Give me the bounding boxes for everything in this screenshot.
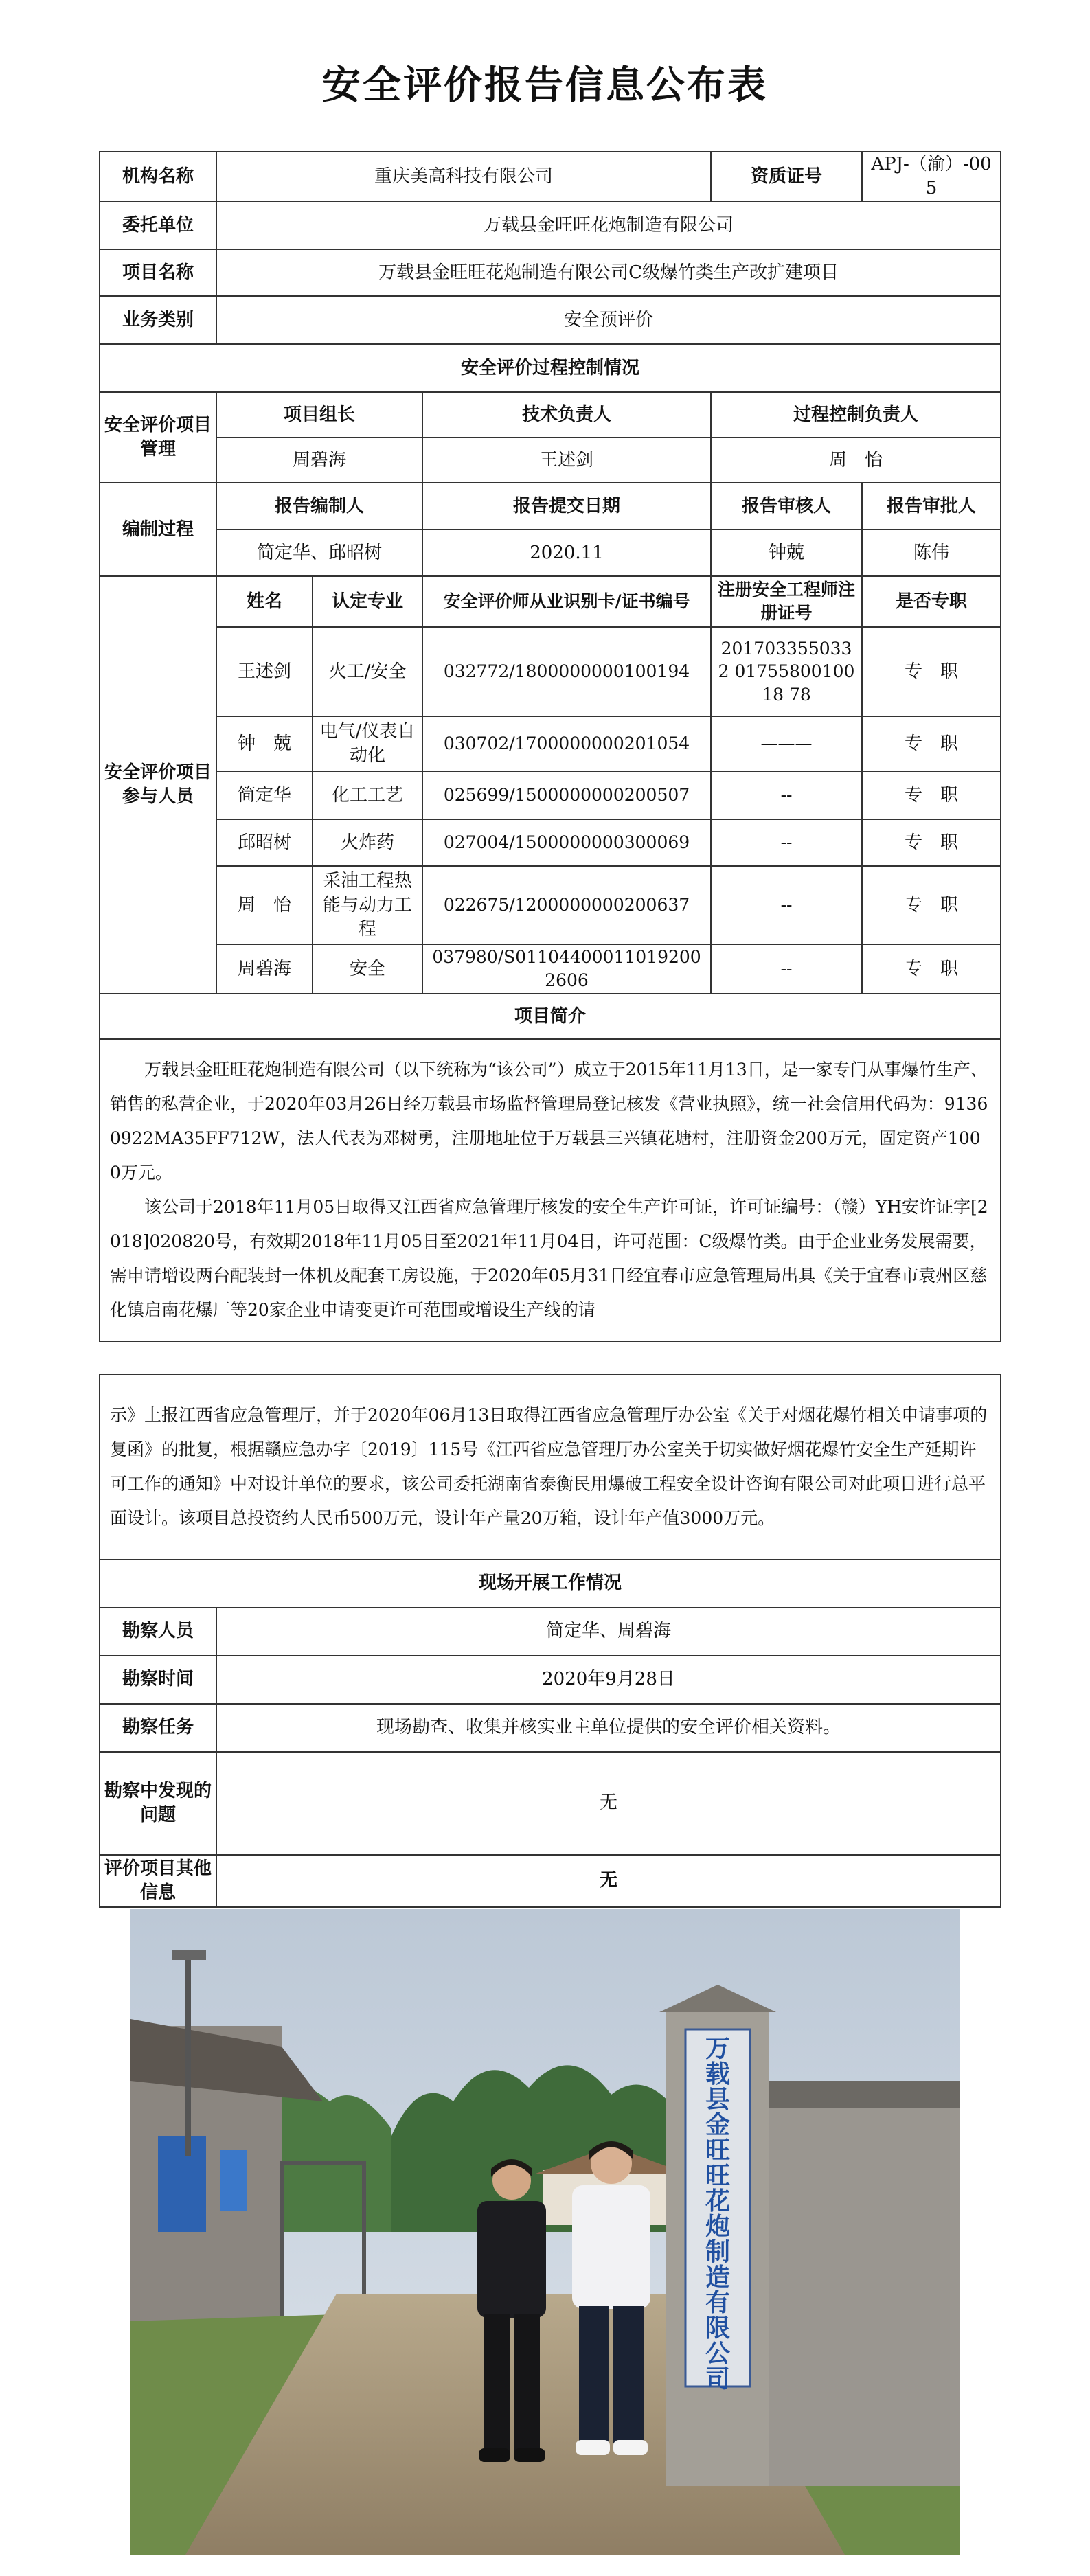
gate-sign-char: 旺 <box>705 2136 731 2165</box>
site-label: 评价项目其他信息 <box>100 1855 216 1907</box>
staff-name: 周 怡 <box>216 866 313 944</box>
project-value: 万载县金旺旺花炮制造有限公司C级爆竹类生产改扩建项目 <box>216 249 1001 296</box>
site-value: 现场勘查、收集并核实业主单位提供的安全评价相关资料。 <box>216 1704 1001 1752</box>
staff-label: 安全评价项目参与人员 <box>100 576 216 994</box>
info-table-part2 <box>99 1374 1001 1908</box>
staff-name: 钟 兢 <box>216 716 313 771</box>
staff-card: 032772/1800000000100194 <box>422 627 711 716</box>
compile-header: 报告提交日期 <box>422 483 711 529</box>
notice-board <box>158 2136 206 2232</box>
staff-major: 采油工程热能与动力工程 <box>313 866 422 944</box>
staff-name: 邱昭树 <box>216 819 313 866</box>
site-label: 勘察任务 <box>100 1704 216 1752</box>
client-label: 委托单位 <box>100 201 216 249</box>
info-table-part1 <box>99 151 1001 1342</box>
site-value: 简定华、周碧海 <box>216 1608 1001 1656</box>
project-label: 项目名称 <box>100 249 216 296</box>
site-heading: 现场开展工作情况 <box>100 1560 1001 1608</box>
compile-value: 钟兢 <box>711 529 862 576</box>
staff-header: 认定专业 <box>313 576 422 627</box>
staff-major: 电气/仪表自动化 <box>313 716 422 771</box>
compile-value: 陈伟 <box>862 529 1001 576</box>
staff-name: 周碧海 <box>216 944 313 994</box>
org-label: 机构名称 <box>100 152 216 201</box>
intro-heading: 项目简介 <box>100 994 1001 1039</box>
staff-fulltime: 专 职 <box>862 627 1001 716</box>
gate-sign-char: 万 <box>705 2035 731 2063</box>
staff-major: 化工工艺 <box>313 771 422 819</box>
staff-fulltime: 专 职 <box>862 819 1001 866</box>
staff-major: 安全 <box>313 944 422 994</box>
site-label: 勘察时间 <box>100 1656 216 1704</box>
compile-header: 报告编制人 <box>216 483 422 529</box>
gate-sign-char: 金 <box>705 2111 731 2139</box>
staff-reg: -- <box>711 944 862 994</box>
staff-fulltime: 专 职 <box>862 716 1001 771</box>
staff-card: 030702/1700000000201054 <box>422 716 711 771</box>
staff-reg: -- <box>711 819 862 866</box>
mgmt-header: 过程控制负责人 <box>711 392 1001 437</box>
staff-major: 火工/安全 <box>313 627 422 716</box>
gate-sign-text <box>705 2035 730 2393</box>
cert-value: APJ-（渝）-005 <box>862 152 1001 201</box>
gate-sign-char: 花 <box>705 2187 731 2215</box>
mgmt-label: 安全评价项目管理 <box>100 392 216 483</box>
site-value: 无 <box>216 1752 1001 1855</box>
staff-header: 注册安全工程师注册证号 <box>711 576 862 627</box>
intro-continued <box>100 1374 1001 1560</box>
gate-sign-char: 旺 <box>705 2162 731 2190</box>
type-label: 业务类别 <box>100 296 216 344</box>
mgmt-value: 王述剑 <box>422 437 711 483</box>
staff-reg: ——— <box>711 716 862 771</box>
site-value: 无 <box>216 1855 1001 1907</box>
staff-fulltime: 专 职 <box>862 866 1001 944</box>
staff-reg: 2017033550332 0175580010018 78 <box>711 627 862 716</box>
staff-card: 027004/1500000000300069 <box>422 819 711 866</box>
mgmt-value: 周碧海 <box>216 437 422 483</box>
compile-value: 2020.11 <box>422 529 711 576</box>
staff-reg: -- <box>711 771 862 819</box>
mgmt-value: 周 怡 <box>711 437 1001 483</box>
gate-sign-char: 载 <box>705 2060 731 2088</box>
gate-sign-char: 司 <box>705 2365 731 2393</box>
right-wall <box>749 2101 960 2486</box>
site-label: 勘察人员 <box>100 1608 216 1656</box>
gate-sign-char: 制 <box>705 2238 731 2266</box>
gate-sign-char: 有 <box>705 2289 731 2317</box>
site-label: 勘察中发现的问题 <box>100 1752 216 1855</box>
page-title: 安全评价报告信息公布表 <box>322 63 768 108</box>
staff-card: 037980/S011044000110192002606 <box>422 944 711 994</box>
intro-paragraph: 该公司于2018年11月05日取得又江西省应急管理厅核发的安全生产许可证，许可证编号：（赣）YH安许证字[2018]020820号，有效期2018年11月05日至2021年11月04日，许可范围：C级爆竹类。由于企业业务发展需要，需申请增设两台配装封一体机及配套工房设施，于2020年05月31日经宜春市应急管理局出具《关于宜春市袁州区慈化镇启南花爆厂等20家企业申请变更许可范围或增设生产线的请 <box>110 1197 988 1321</box>
staff-reg: -- <box>711 866 862 944</box>
type-value: 安全预评价 <box>216 296 1001 344</box>
gate-sign-char: 限 <box>705 2314 731 2343</box>
intro-body <box>100 1039 1001 1341</box>
intro-paragraph: 示》上报江西省应急管理厅，并于2020年06月13日取得江西省应急管理厅办公室《关于对烟花爆竹相关申请事项的复函》的批复，根据赣应急办字〔2019〕115号《江西省应急管理厅办公室关于切实做好烟花爆竹安全生产延期许可工作的通知》中对设计单位的要求，该公司委托湖南省泰衡民用爆破工程安全设计咨询有限公司对此项目进行总平面设计。该项目总投资约人民币500万元，设计年产量20万箱，设计年产值3000万元。 <box>110 1405 988 1528</box>
compile-header: 报告审核人 <box>711 483 862 529</box>
mgmt-header: 项目组长 <box>216 392 422 437</box>
cert-label: 资质证号 <box>711 152 862 201</box>
gate-sign-char: 县 <box>705 2086 731 2114</box>
site-photo <box>130 1909 960 2555</box>
gate-sign-char: 公 <box>705 2340 731 2368</box>
staff-fulltime: 专 职 <box>862 944 1001 994</box>
process-heading: 安全评价过程控制情况 <box>100 344 1001 392</box>
staff-header: 姓名 <box>216 576 313 627</box>
intro-paragraph: 万载县金旺旺花炮制造有限公司（以下统称为“该公司”）成立于2015年11月13日，是一家专门从事爆竹生产、销售的私营企业，于2020年03月26日经万载县市场监督管理局登记核发《营业执照》，统一社会信用代码为：91360922MA35FF712W，法人代表为邓树勇，注册地址位于万载县三兴镇花塘村，注册资金200万元，固定资产1000万元。 <box>110 1060 988 1183</box>
staff-header: 安全评价师从业识别卡/证书编号 <box>422 576 711 627</box>
staff-major: 火炸药 <box>313 819 422 866</box>
org-value: 重庆美高科技有限公司 <box>216 152 711 201</box>
site-value: 2020年9月28日 <box>216 1656 1001 1704</box>
mgmt-header: 技术负责人 <box>422 392 711 437</box>
compile-value: 简定华、邱昭树 <box>216 529 422 576</box>
gate-sign-char: 炮 <box>705 2213 731 2241</box>
staff-fulltime: 专 职 <box>862 771 1001 819</box>
staff-header: 是否专职 <box>862 576 1001 627</box>
staff-name: 王述剑 <box>216 627 313 716</box>
staff-card: 025699/1500000000200507 <box>422 771 711 819</box>
staff-card: 022675/1200000000200637 <box>422 866 711 944</box>
client-value: 万载县金旺旺花炮制造有限公司 <box>216 201 1001 249</box>
compile-header: 报告审批人 <box>862 483 1001 529</box>
staff-name: 简定华 <box>216 771 313 819</box>
gate-sign-char: 造 <box>705 2264 731 2292</box>
compile-label: 编制过程 <box>100 483 216 576</box>
